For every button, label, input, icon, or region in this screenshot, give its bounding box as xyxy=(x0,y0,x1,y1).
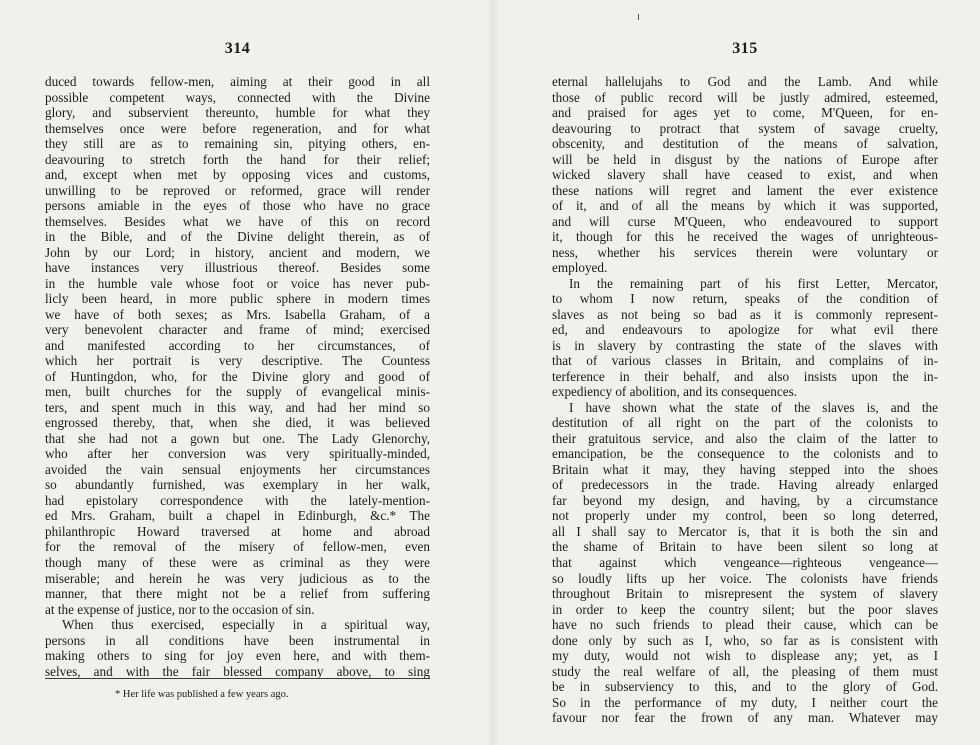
text-line: ness, whether his services therein were voluntary or xyxy=(552,244,938,260)
text-line: and will curse M'Queen, who endeavoured to support xyxy=(552,213,938,229)
text-line: to whom I now return, speaks of the condition of xyxy=(552,291,938,307)
text-line: glory, and subservient thereunto, humble for what they xyxy=(45,105,430,121)
text-line: I have shown what the state of the slaves is, and the xyxy=(569,399,938,415)
text-line: engrossed thereby, that, when she died, it was believed xyxy=(45,415,430,431)
text-line: of predecessors in the trade. Having already enlarged xyxy=(552,477,938,493)
left-page xyxy=(45,0,430,745)
text-line: philanthropic Howard traversed at home and abroad xyxy=(45,523,430,539)
text-line: for the removal of the misery of fellow-men, even xyxy=(45,539,430,555)
page-body-text xyxy=(45,74,430,679)
text-line: in the humble vale whose foot or voice has never pub- xyxy=(45,275,430,291)
text-line: that she had not a gown but one. The Lady Glenorchy, xyxy=(45,430,430,446)
text-line: avoided the vain sensual enjoyments her circumstances xyxy=(45,461,430,477)
text-line: eternal hallelujahs to God and the Lamb. And while xyxy=(552,74,938,89)
text-line: possible competent ways, connected with the Divine xyxy=(45,89,430,105)
text-line: had epistolary correspondence with the lately-mention- xyxy=(45,492,430,508)
text-line: in the Bible, and of the Divine delight therein, as of xyxy=(45,229,430,245)
text-line: not properly under my control, been so long deterred, xyxy=(552,508,938,524)
text-line: all I shall say to Mercator is, that it is both the sin and xyxy=(552,523,938,539)
text-line: those of public record will be justly admired, esteemed, xyxy=(552,89,938,105)
text-line: it, though for this he received the wages of unrighteous- xyxy=(552,229,938,245)
text-line: so loudly lifts up her voice. The colonists have friends xyxy=(552,570,938,586)
text-line: study the real welfare of all, the pleasing of them must xyxy=(552,663,938,679)
text-line: deavouring to stretch forth the hand for their relief; xyxy=(45,151,430,167)
text-line: So in the performance of my duty, I neither court the xyxy=(552,694,938,710)
text-line: persons in all conditions have been instrumental in xyxy=(45,632,430,648)
text-line: unwilling to be reproved or reformed, grace will render xyxy=(45,182,430,198)
text-line: deavouring to protract that system of savage cruelty, xyxy=(552,120,938,136)
text-line: selves, and with the fair blessed company above, to sing xyxy=(45,663,430,679)
text-line: making others to sing for joy even here, and with them- xyxy=(45,648,430,664)
text-line: and manifested according to her circumstances, of xyxy=(45,337,430,353)
text-line: have no such friends to plead their cause, which can be xyxy=(552,617,938,633)
text-line: which her portrait is very descriptive. The Countess xyxy=(45,353,430,369)
text-line: men, built churches for the supply of evangelical minis- xyxy=(45,384,430,400)
text-line: that of various classes in Britain, and complains of in- xyxy=(552,353,938,369)
text-line: in order to keep the country silent; but the poor slaves xyxy=(552,601,938,617)
text-line: expediency of abolition, and its consequences. xyxy=(552,384,797,400)
text-line: done only by such as I, who, so far as is consistent with xyxy=(552,632,938,648)
text-line: very benevolent character and frame of mind; exercised xyxy=(45,322,430,338)
text-line: have instances very illustrious thereof. Besides some xyxy=(45,260,430,276)
text-line: is in slavery by contrasting the state of the slaves with xyxy=(552,337,938,353)
text-line: emancipation, be the consequence to the colonists and to xyxy=(552,446,938,462)
text-line: they still are as to remaining sin, pitying others, en- xyxy=(45,136,430,152)
text-line: themselves. Besides what we have of this on record xyxy=(45,213,430,229)
text-line: of Huntingdon, who, for the Divine glory and good of xyxy=(45,368,430,384)
text-line: so abundantly furnished, was exemplary in her walk, xyxy=(45,477,430,493)
text-line: obscenity, and destitution of the means of salvation, xyxy=(552,136,938,152)
text-line: duced towards fellow-men, aiming at their good in all xyxy=(45,74,430,89)
text-line: slaves as not being so bad as it is commonly represent- xyxy=(552,306,938,322)
text-line: be in subserviency to this, and to the glory of God. xyxy=(552,679,938,695)
page-number: 315 xyxy=(732,40,758,57)
text-line: ed Mrs. Graham, built a chapel in Edinburgh, &c.* The xyxy=(45,508,430,524)
text-line: who after her conversion was very spiritually-minded, xyxy=(45,446,430,462)
text-line: In the remaining part of his first Letter, Mercator, xyxy=(569,275,938,291)
text-line: Britain what it may, they having stepped into the shoes xyxy=(552,461,938,477)
text-line: ters, and spent much in this way, and had her mind so xyxy=(45,399,430,415)
text-line: of it, and of all the means by which it was supported, xyxy=(552,198,938,214)
text-line: destitution of all right on the part of the colonists to xyxy=(552,415,938,431)
text-line: throughout Britain to misrepresent the system of slavery xyxy=(552,586,938,602)
text-line: at the expense of justice, nor to the occasion of sin. xyxy=(45,601,315,617)
text-line: these nations will regret and lament the ever existence xyxy=(552,182,938,198)
text-line: licly been heard, in more public sphere in modern times xyxy=(45,291,430,307)
text-line: and, except when met by opposing vices and customs, xyxy=(45,167,430,183)
text-line: wicked slavery shall have ceased to exist, and when xyxy=(552,167,938,183)
footnote: * Her life was published a few years ago. xyxy=(115,689,289,700)
text-line: manner, that there might not be a relief from suffering xyxy=(45,586,430,602)
page-body-text xyxy=(552,74,938,726)
text-line: far beyond my design, and having, by a circumstance xyxy=(552,492,938,508)
text-line: their gratuitous service, and also the claim of the latter to xyxy=(552,430,938,446)
text-line: we have of both sexes; as Mrs. Isabella Graham, of a xyxy=(45,306,430,322)
text-line: When thus exercised, especially in a spiritual way, xyxy=(62,617,430,633)
text-line: John by our Lord; in history, ancient and modern, we xyxy=(45,244,430,260)
right-page xyxy=(552,0,938,745)
page-number: 314 xyxy=(224,40,251,57)
text-line: employed. xyxy=(552,260,608,276)
text-line: though many of these were as criminal as they were xyxy=(45,554,430,570)
text-line: and praised for ages yet to come, M'Queen, for en- xyxy=(552,105,938,121)
text-line: will be held in disgust by the nations of Europe after xyxy=(552,151,938,167)
text-line: persons amiable in the eyes of those who have no grace xyxy=(45,198,430,214)
text-line: that against which vengeance—righteous vengeance— xyxy=(552,554,938,570)
text-line: miserable; and herein he was very judicious as to the xyxy=(45,570,430,586)
footnote-rule xyxy=(45,678,430,679)
text-line: themselves once were before regeneration, and for what xyxy=(45,120,430,136)
text-line: terference in their behalf, and also insists upon the in- xyxy=(552,368,938,384)
text-line: ed, and endeavours to apologize for what evil there xyxy=(552,322,938,338)
book-gutter xyxy=(487,0,499,745)
text-line: my duty, would not wish to displease any; yet, as I xyxy=(552,648,938,664)
text-line: the shame of Britain to have been silent so long at xyxy=(552,539,938,555)
text-line: favour nor fear the frown of any man. Whatever may xyxy=(552,710,938,726)
